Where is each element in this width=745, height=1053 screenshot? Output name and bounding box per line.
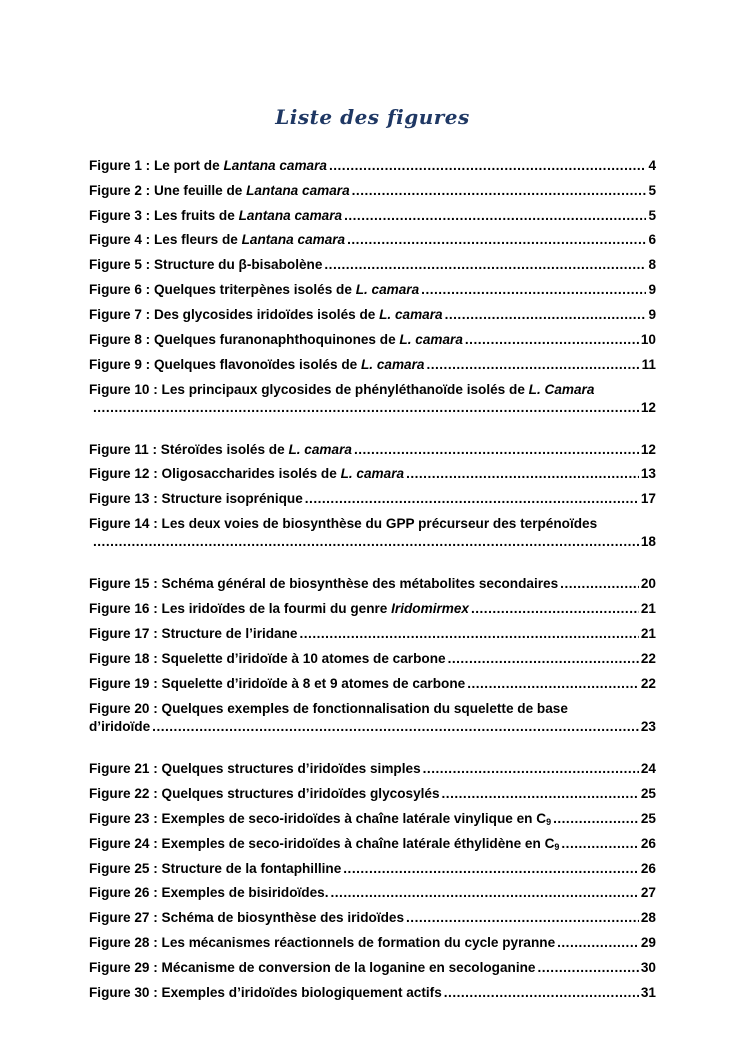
figure-title: Stéroïdes isolés de [160,442,289,457]
figure-species: Lantana camara [223,158,327,173]
figure-line [89,909,656,927]
page-number: 9 [648,282,656,297]
dot-leader [352,182,647,200]
dot-leader [448,650,639,668]
figure-label: Figure 2 : [89,183,154,198]
page-number: 21 [640,626,656,641]
figure-species: L. camara [379,307,443,322]
figure-label: Figure 9 : [89,357,154,372]
figure-entry[interactable] [89,785,656,803]
figure-line [89,959,656,977]
figure-caption [89,675,465,693]
figure-caption [89,356,424,374]
page-number: 20 [640,576,656,591]
dot-leader [343,860,639,878]
figure-caption [89,441,352,459]
figure-entry[interactable] [89,884,656,902]
figure-species: L. camara [399,332,463,347]
figure-species: Lantana camara [238,208,343,223]
figure-title: Squelette d’iridoïde à 8 et 9 atomes de carbone [161,676,466,691]
figure-entry[interactable] [89,650,656,668]
page-number: 22 [640,676,656,691]
figure-title: Structure de la fontaphilline [161,861,342,876]
figure-caption [89,382,594,397]
figure-caption [89,575,558,593]
figure-species: L. camara [340,466,405,481]
figure-label: Figure 21 : [89,761,162,776]
dot-leader [445,306,647,324]
figure-entry[interactable] [89,231,656,249]
figure-label: Figure 8 : [89,332,154,347]
figure-title: Structure isoprénique [161,491,303,506]
dot-leader [553,810,639,828]
figure-title: Quelques exemples de fonctionnalisation du squelette de base [161,701,568,716]
figure-title: Quelques triterpènes isolés de [153,282,356,297]
figure-title: Les fruits de [153,208,239,223]
figure-line [89,182,656,200]
figure-title: Exemples de seco-iridoïdes à chaîne latérale éthylidène en C [161,836,555,851]
page-number: 9 [648,307,656,322]
figure-title: Exemples d’iridoïdes biologiquement actifs [161,985,442,1000]
figure-label: Figure 10 : [89,382,162,397]
figure-entry[interactable] [89,157,656,175]
figure-caption [89,182,350,200]
page-number: 10 [640,332,656,347]
figure-line [89,835,656,853]
page-number: 12 [640,442,656,457]
figure-title: Exemples de seco-iridoïdes à chaîne latérale vinylique en C [161,811,547,826]
page-number: 11 [641,357,656,372]
figure-title: Exemples de bisiridoïdes. [161,885,329,900]
figure-line [89,675,656,693]
page-number: 17 [640,491,656,506]
figure-entry[interactable] [89,381,656,417]
figure-label: Figure 16 : [89,601,162,616]
dot-leader [560,575,639,593]
figure-entry[interactable] [89,909,656,927]
figure-caption [89,884,328,902]
figure-title: Quelques structures d’iridoïdes glycosylés [161,786,440,801]
figure-title: Quelques flavonoïdes isolés de [153,357,361,372]
figure-species: L. camara [288,442,352,457]
page-number: 8 [648,257,656,272]
figure-label: Figure 19 : [89,676,162,691]
figure-species: Lantana camara [246,183,350,198]
figure-caption [89,306,443,324]
figure-label: Figure 6 : [89,282,154,297]
figure-line [89,785,656,803]
dot-leader [423,760,639,778]
figure-caption [89,934,555,952]
page-number: 18 [640,534,656,549]
figure-caption [89,959,535,977]
figure-title: Schéma général de biosynthèse des métabolites secondaires [161,576,559,591]
page-number: 25 [640,786,656,801]
figure-title: Structure du β-bisabolène [153,257,323,272]
figure-subscript: 9 [554,842,560,852]
figure-label: Figure 7 : [89,307,154,322]
figure-label: Figure 17 : [89,626,162,641]
figure-caption [89,860,341,878]
dot-leader [471,600,639,618]
figure-entry[interactable] [89,465,656,483]
figure-caption [89,281,419,299]
figure-entry[interactable] [89,441,656,459]
dot-leader [467,675,639,693]
figure-entry[interactable] [89,675,656,693]
figure-caption [89,760,421,778]
figure-label: Figure 29 : [89,960,162,975]
figure-title: Structure de l’iridane [161,626,298,641]
figure-caption [89,256,322,274]
figure-caption [89,600,469,618]
dot-leader [152,718,639,736]
figure-entry[interactable] [89,934,656,952]
page-number: 27 [640,885,656,900]
figure-entry[interactable] [89,490,656,508]
dot-leader [300,625,639,643]
dot-leader [330,884,638,902]
figure-label: Figure 26 : [89,885,162,900]
dot-leader [329,157,646,175]
page-title: Liste des figures [275,105,470,130]
page-number: 29 [640,935,656,950]
figure-title: Les deux voies de biosynthèse du GPP précurseur des terpénoïdes [161,516,598,531]
figure-line [89,575,656,593]
figure-entry[interactable] [89,306,656,324]
figure-entry[interactable] [89,860,656,878]
dot-leader [324,256,646,274]
page-number: 26 [640,836,656,851]
dot-leader [421,281,646,299]
figure-line [89,465,656,483]
dot-leader [537,959,638,977]
figure-species: L. Camara [528,382,595,397]
figure-line [89,884,656,902]
figure-entry[interactable] [89,600,656,618]
dot-leader [93,533,639,551]
figure-caption [89,231,345,249]
figure-leader-line [89,533,656,551]
figure-caption-line [89,515,656,533]
figure-line [89,231,656,249]
figure-entry[interactable] [89,700,656,736]
figure-species: Lantana camara [241,232,346,247]
figure-line [89,650,656,668]
figure-title: Schéma de biosynthèse des iridoïdes [161,910,405,925]
figure-species: L. camara [355,282,420,297]
figure-caption [89,650,446,668]
figure-caption [89,625,298,643]
figure-line [89,490,656,508]
figure-entry[interactable] [89,515,656,551]
figure-title: Des glycosides iridoïdes isolés de [153,307,380,322]
figure-label: Figure 30 : [89,985,162,1000]
figure-line [89,810,656,828]
figure-label: Figure 4 : [89,232,154,247]
page-number: 12 [640,400,656,415]
page-number: 13 [640,466,656,481]
figure-title: Les principaux glycosides de phényléthanoïde isolés de [161,382,529,397]
dot-leader [557,934,639,952]
figure-caption [89,157,327,175]
figure-entry[interactable] [89,256,656,274]
figure-leader-line [89,718,656,736]
page-number: 25 [640,811,656,826]
figure-entry[interactable] [89,356,656,374]
page-number: 28 [640,910,656,925]
page-number: 23 [640,719,656,734]
figure-label: Figure 28 : [89,935,162,950]
figure-line [89,331,656,349]
figure-entry[interactable] [89,959,656,977]
figure-title: Squelette d’iridoïde à 10 atomes de carbone [161,651,446,666]
figure-label: Figure 27 : [89,910,162,925]
figure-caption [89,207,342,225]
page-number: 24 [640,761,656,776]
figure-label: Figure 12 : [89,466,162,481]
figure-title: Oligosaccharides isolés de [161,466,341,481]
figure-line [89,625,656,643]
figure-label: Figure 24 : [89,836,162,851]
page-number: 6 [648,232,656,247]
page-number: 5 [648,208,656,223]
figure-label: Figure 13 : [89,491,162,506]
figure-line [89,760,656,778]
figure-line [89,281,656,299]
figure-caption-line [89,381,656,399]
figure-label: Figure 25 : [89,861,162,876]
figure-label: Figure 3 : [89,208,154,223]
figure-species: Iridomirmex [391,601,469,616]
figure-caption [89,516,597,531]
dot-leader [561,835,638,853]
dot-leader [444,984,639,1002]
figure-title: Les iridoïdes de la fourmi du genre [161,601,392,616]
figure-line [89,306,656,324]
page-number: 31 [640,985,656,1000]
figure-entry[interactable] [89,835,656,853]
figure-list [89,157,656,1002]
figure-entry[interactable] [89,810,656,828]
figure-caption [89,835,559,853]
dot-leader [465,331,639,349]
figure-title: Quelques furanonaphthoquinones de [153,332,400,347]
figure-label: Figure 23 : [89,811,162,826]
figure-subscript: 9 [546,817,552,827]
figure-label: Figure 22 : [89,786,162,801]
figure-title: Les fleurs de [153,232,242,247]
figure-line [89,860,656,878]
figure-line [89,441,656,459]
figure-line [89,984,656,1002]
dot-leader [406,465,639,483]
figure-caption [89,490,303,508]
figure-leader-line [89,399,656,417]
figure-label: Figure 14 : [89,516,162,531]
dot-leader [347,231,646,249]
figure-line [89,356,656,374]
figure-entry[interactable] [89,182,656,200]
page-number: 21 [640,601,656,616]
figure-caption-line [89,700,656,718]
dot-leader [442,785,639,803]
dot-leader [406,909,639,927]
dot-leader [354,441,639,459]
dot-leader [305,490,639,508]
page-number: 22 [640,651,656,666]
figure-label: Figure 18 : [89,651,162,666]
page-number: 5 [648,183,656,198]
figure-label: Figure 1 : [89,158,154,173]
figure-caption [89,465,404,483]
figure-line [89,256,656,274]
figure-caption [89,984,442,1002]
figure-title-continued: d’iridoïde [89,719,151,734]
figure-title: Une feuille de [153,183,247,198]
figure-label: Figure 11 : [89,442,161,457]
figure-caption [89,909,404,927]
figure-label: Figure 5 : [89,257,154,272]
figure-caption [89,331,463,349]
figure-entry[interactable] [89,207,656,225]
page-number: 4 [648,158,656,173]
figure-label: Figure 15 : [89,576,162,591]
figure-title: Le port de [153,158,224,173]
dot-leader [344,207,646,225]
figure-title: Les mécanismes réactionnels de formation du cycle pyranne [161,935,556,950]
figure-entry[interactable] [89,984,656,1002]
figure-title: Quelques structures d’iridoïdes simples [161,761,421,776]
figure-species: L. camara [360,357,425,372]
dot-leader [426,356,639,374]
figure-entry[interactable] [89,575,656,593]
figure-entry[interactable] [89,625,656,643]
figure-line [89,934,656,952]
figure-caption [89,785,440,803]
figure-entry[interactable] [89,281,656,299]
figure-title: Mécanisme de conversion de la loganine en secologanine [161,960,536,975]
figure-entry[interactable] [89,760,656,778]
figure-entry[interactable] [89,331,656,349]
figure-label: Figure 20 : [89,701,162,716]
page-number: 26 [640,861,656,876]
figure-line [89,207,656,225]
page-number: 30 [640,960,656,975]
figure-caption [89,701,568,716]
figure-line [89,157,656,175]
dot-leader [93,399,639,417]
figure-line [89,600,656,618]
figure-caption [89,810,551,828]
